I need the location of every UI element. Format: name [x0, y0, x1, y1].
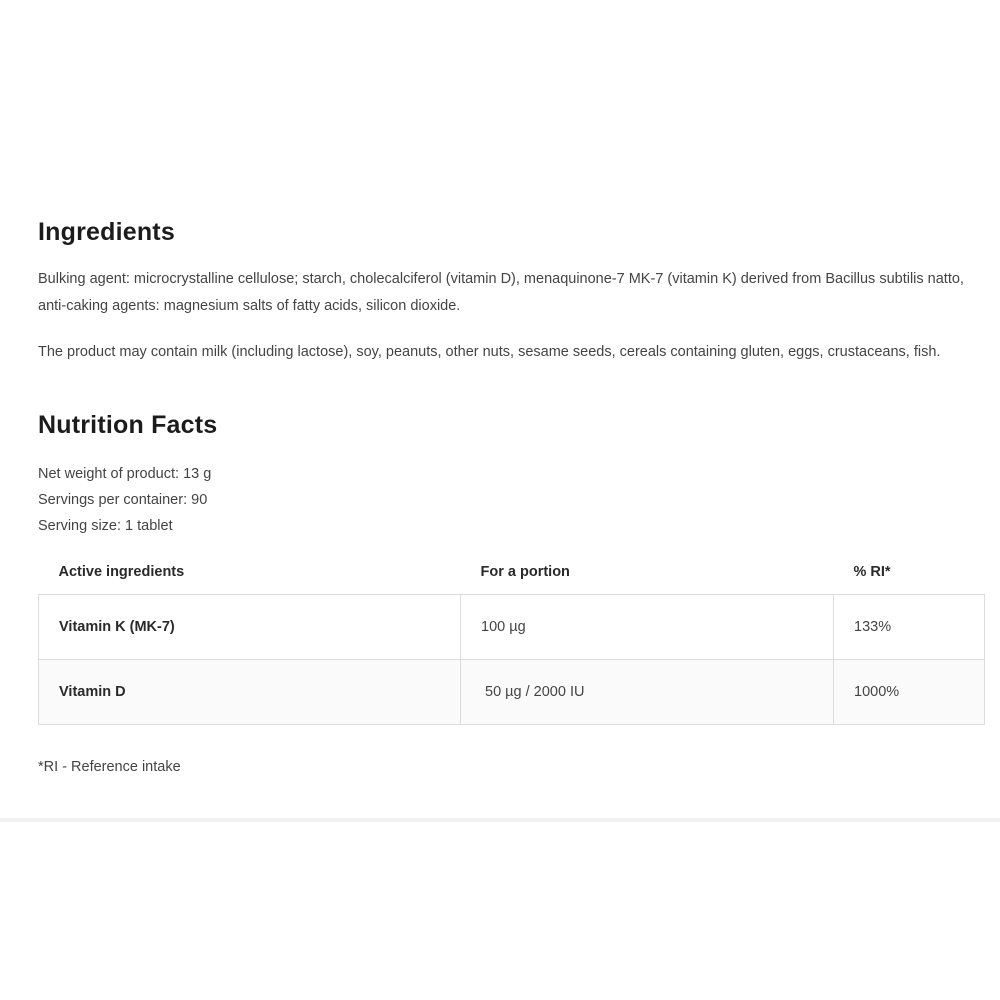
nutrition-facts-heading: Nutrition Facts: [38, 411, 218, 439]
portion-amount: 100 µg: [461, 595, 834, 660]
table-row: [39, 660, 985, 725]
allergen-text: The product may contain milk (including lactose), soy, peanuts, other nuts, sesame seeds, cereals containing gluten, eggs, crustaceans, fish.: [38, 344, 941, 360]
serving-info: [38, 461, 211, 539]
section-divider: [0, 818, 1000, 822]
ri-percent: 1000%: [834, 660, 985, 725]
table-row: [39, 595, 985, 660]
column-header-ri: % RI*: [853, 564, 891, 580]
servings-per-container: Servings per container: 90: [38, 492, 208, 508]
column-header-active-ingredients: Active ingredients: [58, 564, 185, 580]
ingredient-name: Vitamin D: [39, 660, 461, 725]
ri-percent: 133%: [834, 595, 985, 660]
column-header-for-a-portion: For a portion: [480, 564, 570, 580]
portion-amount: 50 µg / 2000 IU: [461, 660, 834, 725]
table-header-row: [39, 550, 985, 595]
net-weight: Net weight of product: 13 g: [38, 466, 212, 482]
ingredients-text: Bulking agent: microcrystalline cellulose; starch, cholecalciferol (vitamin D), menaquinone-7 MK-7 (vitamin K) derived from Bacillus subtilis natto, anti-caking agents: magnesium salts of fatty acids, silicon dioxide.: [38, 271, 964, 314]
ri-footnote: *RI - Reference intake: [38, 759, 181, 775]
ingredient-name: Vitamin K (MK-7): [39, 595, 461, 660]
serving-size: Serving size: 1 tablet: [38, 518, 173, 534]
nutrition-table: [38, 550, 985, 725]
ingredients-heading: Ingredients: [38, 218, 175, 246]
